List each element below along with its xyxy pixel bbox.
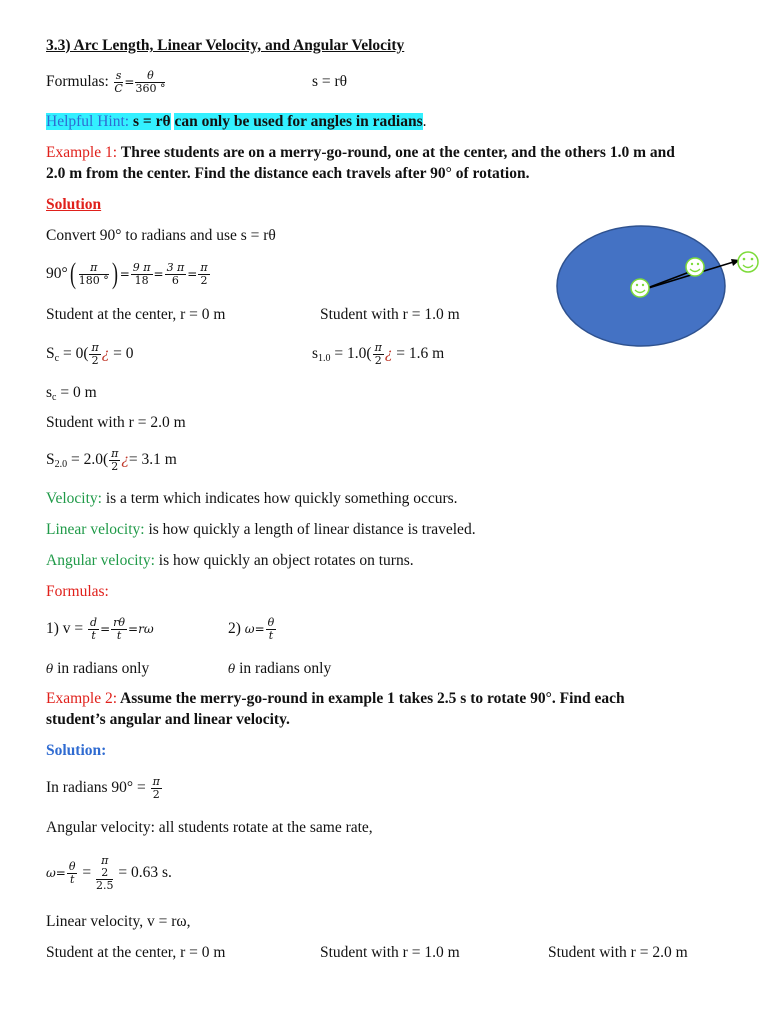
sc-result: sc = 0 m [46,384,97,403]
theta-radians-note-right: θ in radians only [228,660,332,677]
smiley-face-icon [686,258,704,276]
omega-equation: ω= $\frac{\theta}{t}$ = π 2 2.5 = 0.63 s. [46,853,172,892]
angular-velocity-definition: Angular velocity: is how quickly an object rotates on turns. [46,552,414,569]
in-radians-line: In radians 90° = $\frac{\pi}{2}$ [46,774,160,801]
formula-angular-velocity: 2) ω= $\frac{\theta}{t}$ [228,615,275,642]
hint-label: Helpful Hint: [46,113,130,130]
hint-text: can only be used for angles in radians [174,113,423,130]
s10-equation: s1.0 = 1.0( $\frac{\pi}{2}$ ¿ = 1.6 m [312,340,445,367]
example2-label: Example 2: [46,690,118,707]
section-title: 3.3) Arc Length, Linear Velocity, and Angular Velocity [46,37,405,54]
example1-line1: Example 1: Three students are on a merry-go-round, one at the center, and the others 1.0 m and [46,144,675,161]
linear-velocity-definition: Linear velocity: is how quickly a length of linear distance is traveled. [46,521,476,538]
s20-equation: S2.0 = 2.0( $\frac{\pi}{2}$ ¿= 3.1 m [46,446,177,473]
velocity-definition: Velocity: is a term which indicates how quickly something occurs. [46,490,458,507]
example1-line2: 2.0 m from the center. Find the distance each travels after 90° of rotation. [46,165,530,182]
example1-label: Example 1: [46,144,118,161]
helpful-hint: Helpful Hint: s = rθ can only be used for angles in radians. [46,113,427,130]
sc-equation: Sc = 0( $\frac{\pi}{2}$ ¿ = 0 [46,340,134,367]
student-center-label: Student at the center, r = 0 m [46,306,226,323]
theta-radians-note-left: θ in radians only [46,660,150,677]
bottom-student-1m: Student with r = 1.0 m [320,944,460,961]
example2-line2: student’s angular and linear velocity. [46,711,290,728]
angular-velocity-line: Angular velocity: all students rotate at the same rate, [46,819,373,836]
convert-instruction: Convert 90° to radians and use s = rθ [46,227,276,244]
formula-linear-velocity: 1) v = $\frac{d}{t}$ = $\frac{r\theta}{t}$ =rω [46,615,154,642]
merry-go-round-diagram [550,224,765,354]
bottom-student-2m: Student with r = 2.0 m [548,944,688,961]
student-1m-label: Student with r = 1.0 m [320,306,460,323]
solution2-heading: Solution: [46,742,107,759]
example2-line1: Example 2: Assume the merry-go-round in example 1 takes 2.5 s to rotate 90°. Find each [46,690,625,707]
smiley-face-icon [738,252,758,272]
student-2m-label: Student with r = 2.0 m [46,414,186,431]
linear-velocity-line: Linear velocity, v = rω, [46,913,191,930]
solution-heading: Solution [46,196,102,213]
smiley-face-icon [631,279,649,297]
formulas-heading: Formulas: [46,583,109,600]
formula-arc-ratio: Formulas: $\frac{s}{C}$ = $\frac{\theta}{360 ^\circ}$ [46,68,166,95]
degree-conversion: 90°( $\frac{\pi}{180 ^\circ}$ ) = $\frac{9 \pi}{18}$ = $\frac{3 \pi}{6}$ = $\frac{\pi}{2}$ [46,257,208,291]
hint-formula: s = rθ [132,113,171,130]
bottom-student-center: Student at the center, r = 0 m [46,944,226,961]
formula-arc-length: s = rθ [312,73,348,90]
